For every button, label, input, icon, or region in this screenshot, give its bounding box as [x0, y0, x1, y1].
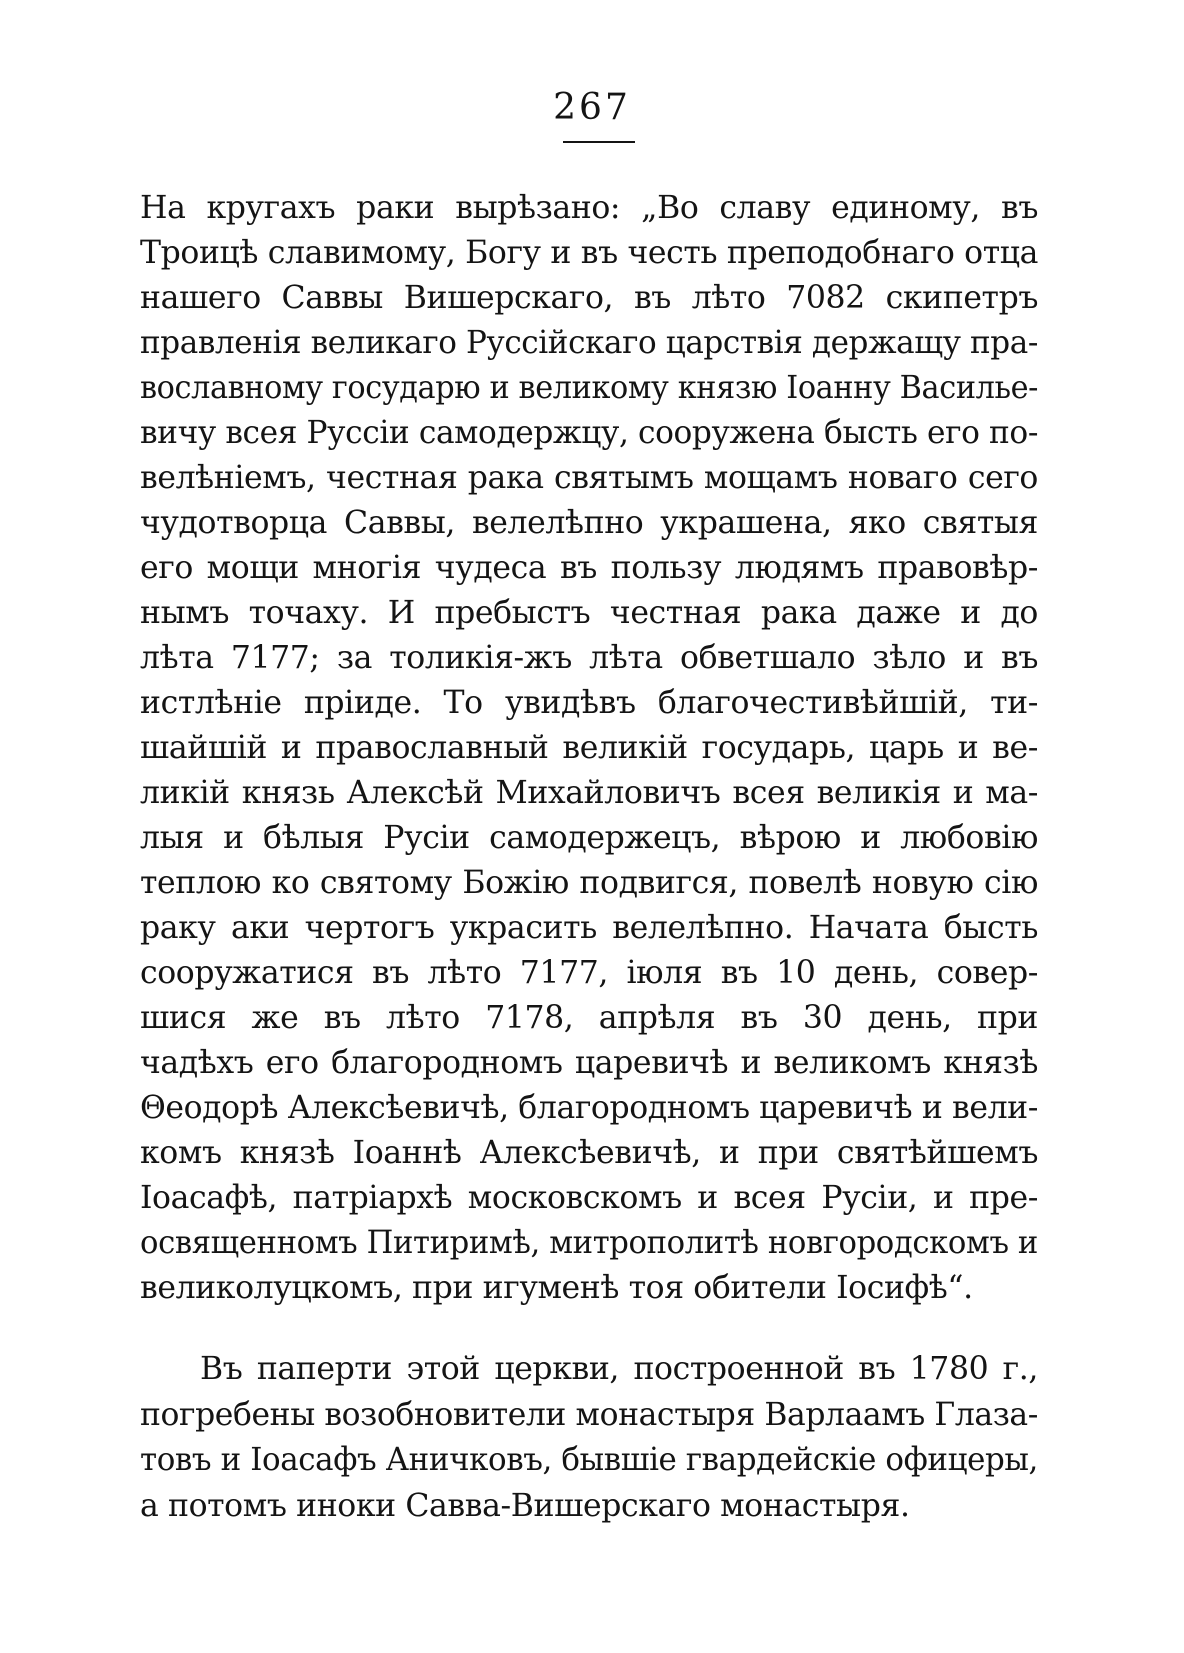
text-line: лѣта 7177; за толикія-жъ лѣта обветшало зѣло и въ [140, 640, 1038, 676]
text-line: теплою ко святому Божію подвигся, повелѣ новую сію [140, 865, 1038, 901]
text-line: сооружатися въ лѣто 7177, іюля въ 10 день, совер- [140, 955, 1038, 991]
text-line: Троицѣ славимому, Богу и въ честь преподобнаго отца [140, 235, 1038, 271]
text-line: Въ паперти этой церкви, построенной въ 1780 г., [200, 1351, 1038, 1387]
text-line: комъ князѣ Іоаннѣ Алексѣевичѣ, и при святѣйшемъ [140, 1135, 1038, 1171]
text-line: шися же въ лѣто 7178, апрѣля въ 30 день, при [140, 1000, 1038, 1036]
text-line: чудотворца Саввы, велелѣпно украшена, яко святыя [140, 505, 1038, 541]
text-line: его мощи многія чудеса въ пользу людямъ правовѣр- [140, 550, 1038, 586]
text-line: освященномъ Питиримѣ, митрополитѣ новгородскомъ и [140, 1225, 1038, 1261]
text-line: Іоасафѣ, патріархѣ московскомъ и всея Русіи, и пре- [140, 1180, 1038, 1216]
text-line: На кругахъ раки вырѣзано: „Во славу единому, въ [140, 190, 1038, 226]
text-line: вославному государю и великому князю Іоанну Василье- [140, 370, 1039, 406]
text-line: раку аки чертогъ украсить велелѣпно. Начата бысть [140, 910, 1038, 946]
text-line: Θеодорѣ Алексѣевичѣ, благородномъ царевичѣ и вели- [140, 1090, 1038, 1126]
text-line: а потомъ иноки Савва-Вишерскаго монастыря. [140, 1487, 910, 1524]
text-line: товъ и Іоасафъ Аничковъ, бывшіе гвардейскіе офицеры, [140, 1442, 1038, 1478]
text-line: нымъ точаху. И пребыстъ честная рака даже и до [140, 595, 1038, 631]
text-line: ликій князь Алексѣй Михайловичъ всея великія и ма- [140, 775, 1038, 811]
text-line: вичу всея Руссіи самодержцу, сооружена бысть его по- [140, 415, 1038, 451]
page-number: 267 [553, 87, 631, 128]
text-line: лыя и бѣлыя Русіи самодержецъ, вѣрою и любовію [140, 820, 1038, 856]
text-line: правленія великаго Руссійскаго царствія держащу пра- [140, 325, 1038, 361]
text-line: чадѣхъ его благородномъ царевичѣ и великомъ князѣ [140, 1045, 1038, 1081]
text-line: истлѣніе пріиде. То увидѣвъ благочестивѣйшій, ти- [140, 685, 1038, 721]
text-line: нашего Саввы Вишерскаго, въ лѣто 7082 скипетръ [140, 280, 1038, 316]
text-line: великолуцкомъ, при игуменѣ тоя обители Іосифѣ“. [140, 1270, 973, 1306]
paragraph-2 [140, 1347, 1038, 1529]
page-number-rule [563, 141, 635, 143]
paragraph-1 [140, 186, 1038, 1311]
text-line: погребены возобновители монастыря Варлаамъ Глаза- [140, 1396, 1038, 1433]
text-line: велѣніемъ, честная рака святымъ мощамъ новаго сего [140, 460, 1038, 496]
text-line: шайшій и православный великій государь, царь и ве- [140, 730, 1038, 766]
